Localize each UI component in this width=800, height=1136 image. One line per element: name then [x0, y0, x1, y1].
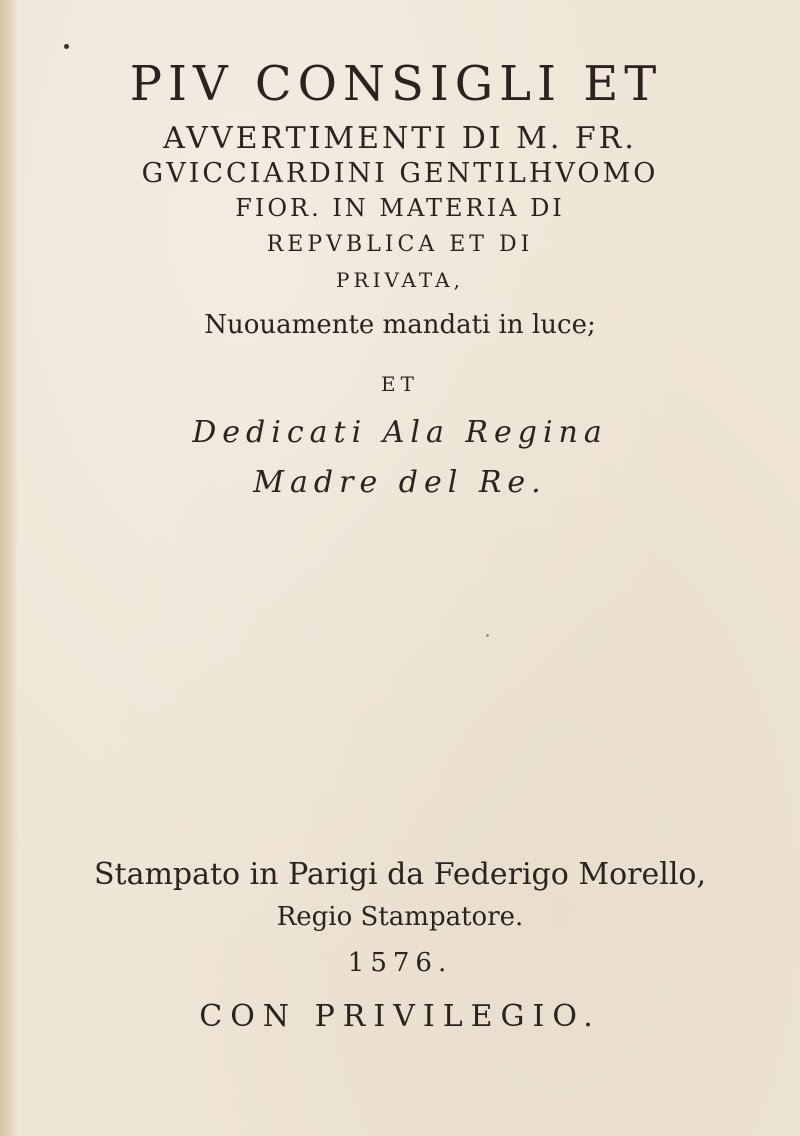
title-line-1	[0, 56, 800, 112]
privilege-line: CON PRIVILEGIO.	[199, 999, 601, 1034]
subtitle: Nuouamente mandati in luce;	[204, 310, 596, 340]
imprint-year: 1576.	[347, 948, 453, 978]
dedication-line-2: Madre del Re.	[253, 465, 547, 500]
title-line-1-text: PIV CONSIGLI ET	[129, 56, 663, 112]
connector: ET	[381, 372, 419, 396]
imprint-line-2: Regio Stampatore.	[276, 902, 524, 932]
title-line-3: GVICCIARDINI GENTILHVOMO	[141, 158, 659, 189]
dedication-line-1: Dedicati Ala Regina	[192, 415, 608, 450]
title-line-5: REPVBLICA ET DI	[266, 232, 534, 257]
imprint-line-1: Stampato in Parigi da Federigo Morello,	[93, 857, 707, 892]
title-line-2: AVVERTIMENTI DI M. FR.	[163, 121, 637, 156]
title-line-6: PRIVATA,	[336, 268, 464, 292]
title-line-4: FIOR. IN MATERIA DI	[235, 194, 565, 222]
ink-dot	[64, 44, 69, 49]
paper-speck	[486, 634, 489, 637]
